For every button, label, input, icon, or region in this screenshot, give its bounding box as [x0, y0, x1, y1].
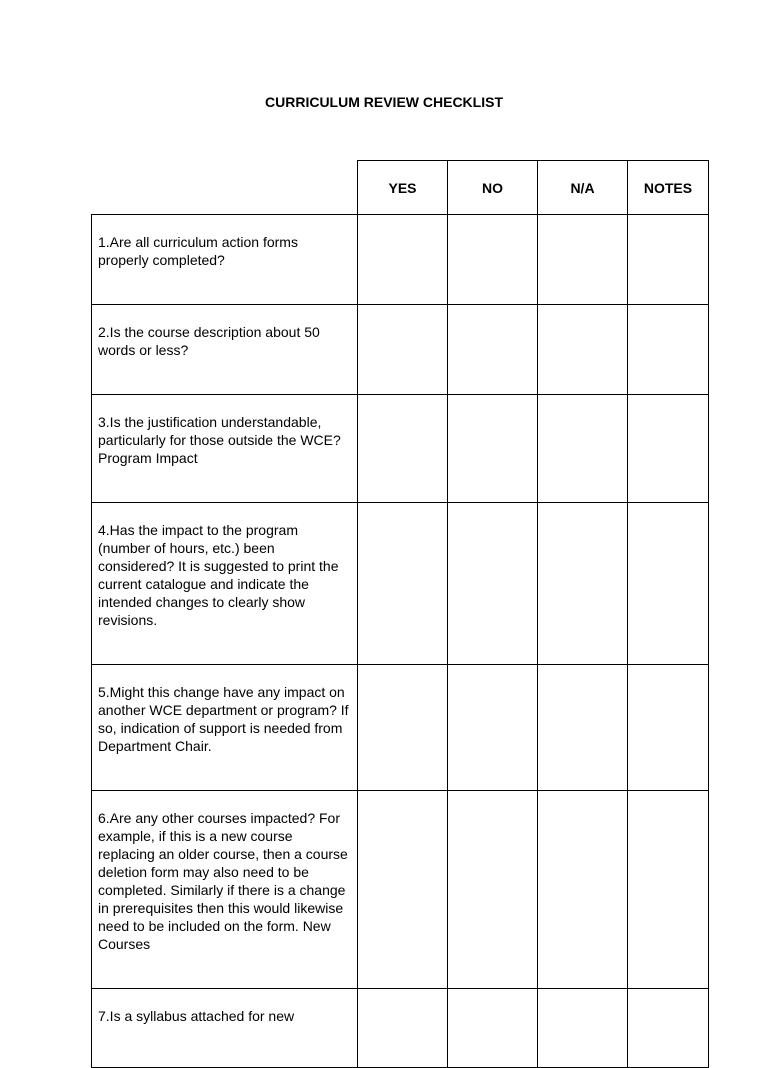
na-cell — [538, 989, 628, 1068]
no-cell — [448, 791, 538, 989]
notes-cell — [628, 989, 709, 1068]
no-cell — [448, 989, 538, 1068]
na-cell — [538, 305, 628, 395]
yes-cell — [358, 791, 448, 989]
table-row — [92, 503, 709, 665]
header-row — [92, 161, 709, 215]
question-4: 4.Has the impact to the program (number of hours, etc.) been considered? It is suggested to print the current catalogue and indicate the intended changes to clearly show revisions. — [92, 503, 358, 665]
table-row — [92, 665, 709, 791]
no-cell — [448, 665, 538, 791]
header-yes: YES — [358, 161, 448, 215]
no-cell — [448, 395, 538, 503]
yes-cell — [358, 215, 448, 305]
notes-cell — [628, 503, 709, 665]
notes-cell — [628, 305, 709, 395]
checklist-table — [91, 160, 708, 1024]
na-cell — [538, 503, 628, 665]
no-cell — [448, 215, 538, 305]
na-cell — [538, 215, 628, 305]
yes-cell — [358, 503, 448, 665]
header-notes: NOTES — [628, 161, 709, 215]
table-row — [92, 305, 709, 395]
header-na: N/A — [538, 161, 628, 215]
yes-cell — [358, 989, 448, 1068]
question-5: 5.Might this change have any impact on another WCE department or program? If so, indication of support is needed from Department Chair. — [92, 665, 358, 791]
notes-cell — [628, 791, 709, 989]
notes-cell — [628, 215, 709, 305]
yes-cell — [358, 395, 448, 503]
notes-cell — [628, 395, 709, 503]
question-3: 3.Is the justification understandable, particularly for those outside the WCE? Program Impact — [92, 395, 358, 503]
yes-cell — [358, 665, 448, 791]
question-7: 7.Is a syllabus attached for new — [92, 989, 358, 1068]
yes-cell — [358, 305, 448, 395]
no-cell — [448, 305, 538, 395]
document-title: CURRICULUM REVIEW CHECKLIST — [265, 94, 503, 110]
table-row — [92, 215, 709, 305]
notes-cell — [628, 665, 709, 791]
question-1: 1.Are all curriculum action forms properly completed? — [92, 215, 358, 305]
table-row — [92, 791, 709, 989]
no-cell — [448, 503, 538, 665]
table-row — [92, 395, 709, 503]
question-2: 2.Is the course description about 50 words or less? — [92, 305, 358, 395]
question-6: 6.Are any other courses impacted? For example, if this is a new course replacing an older course, then a course deletion form may also need to be completed. Similarly if there is a change in prerequisites then this would likewise need to be included on the form. New Courses — [92, 791, 358, 989]
table-row — [92, 989, 709, 1068]
header-no: NO — [448, 161, 538, 215]
na-cell — [538, 665, 628, 791]
na-cell — [538, 791, 628, 989]
header-blank-cell — [92, 161, 358, 215]
na-cell — [538, 395, 628, 503]
